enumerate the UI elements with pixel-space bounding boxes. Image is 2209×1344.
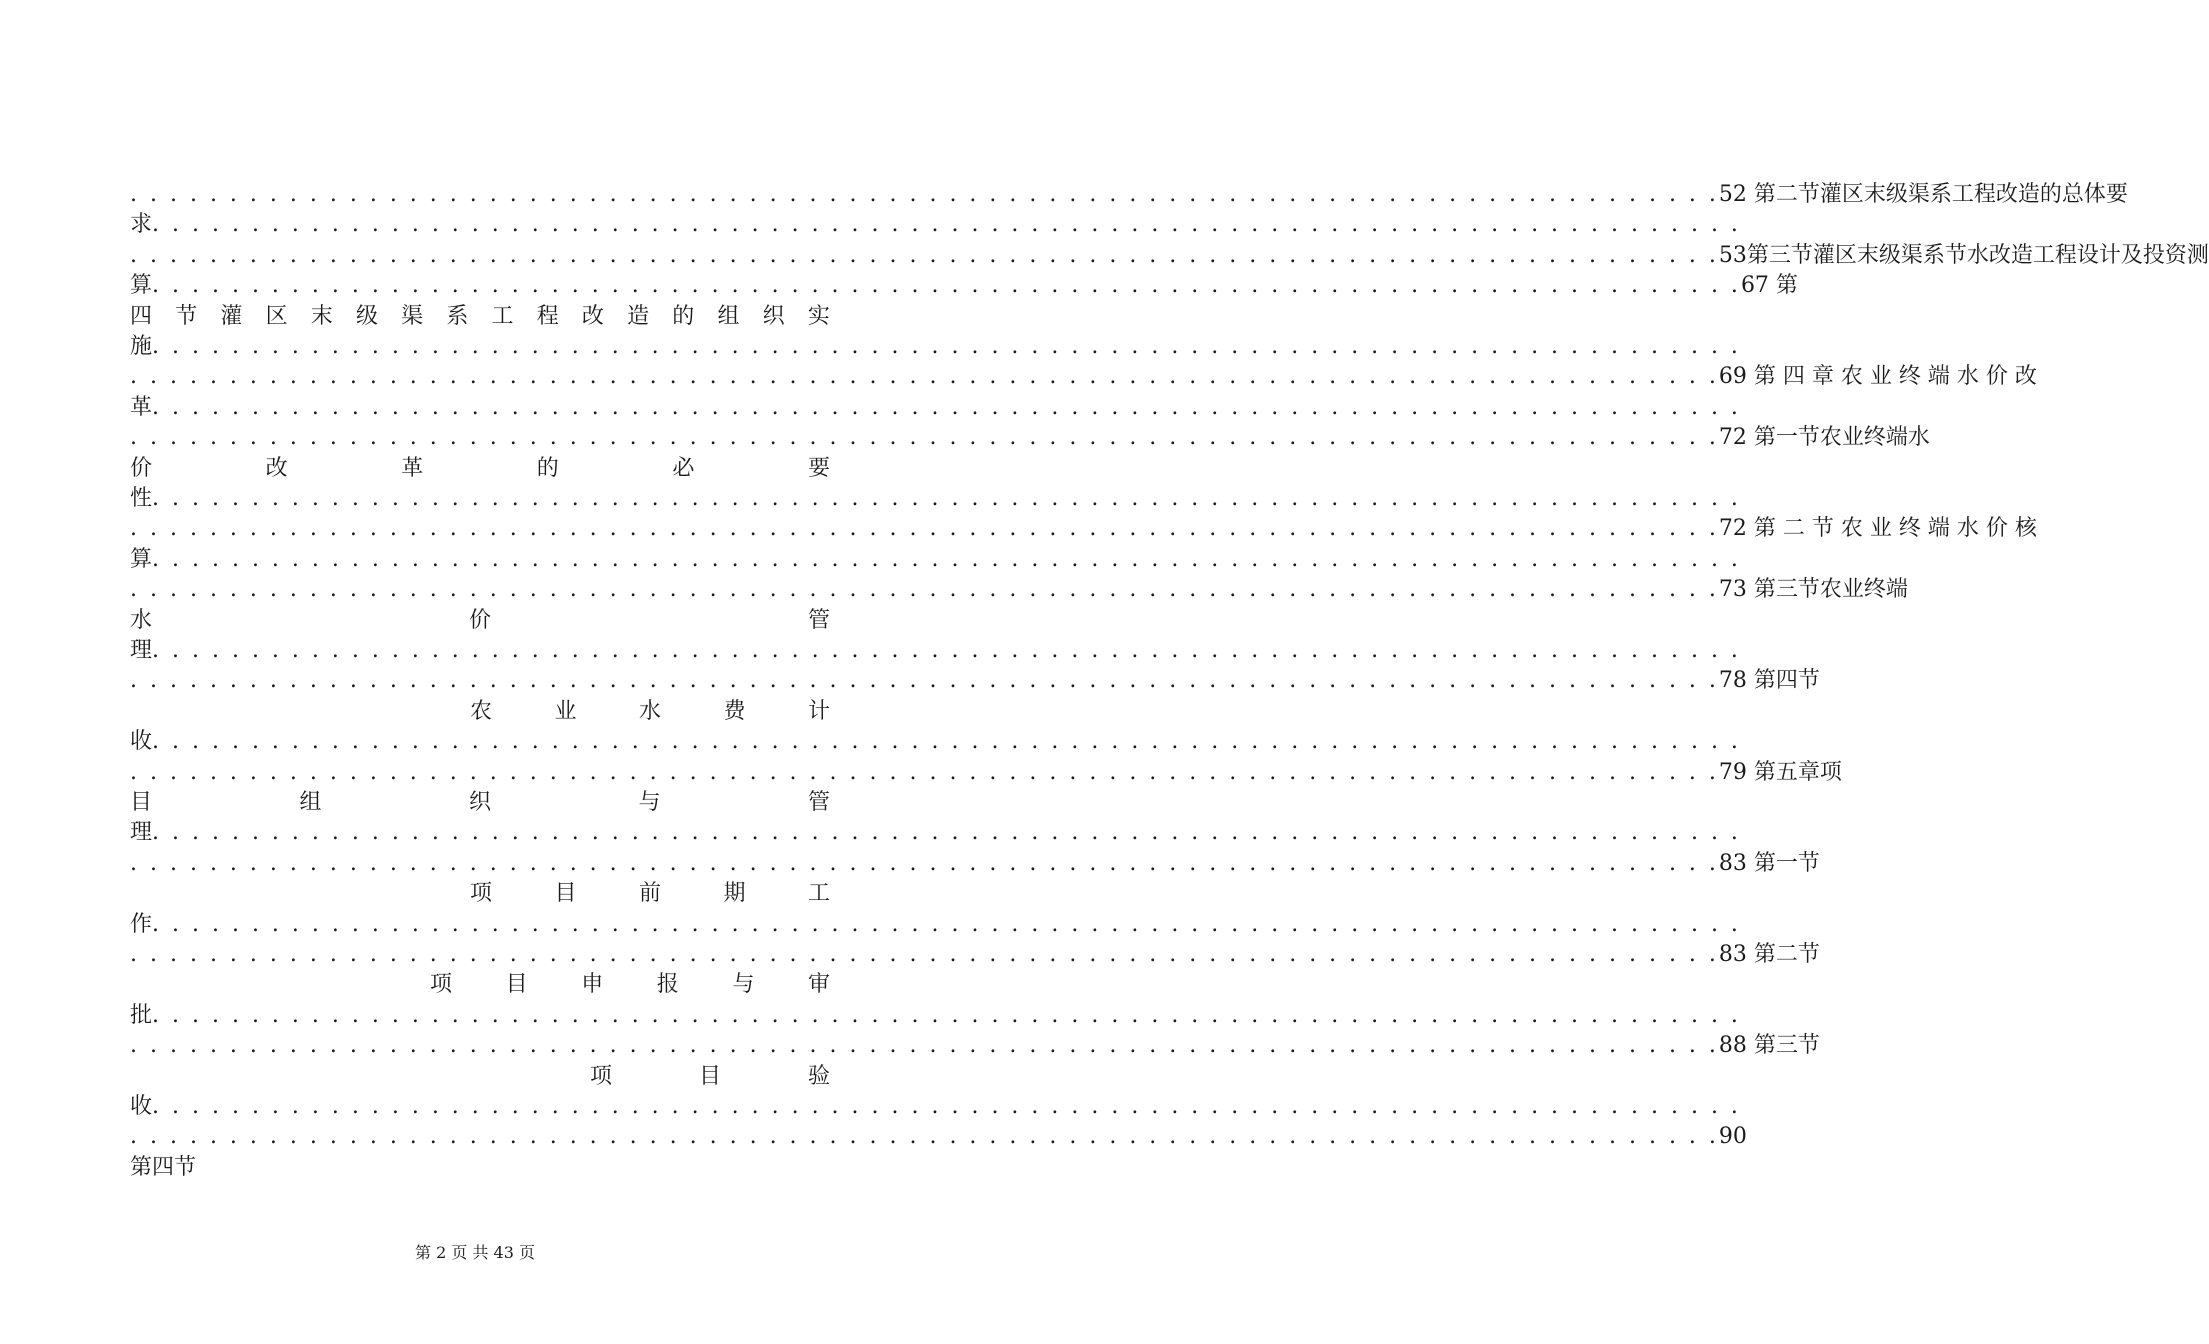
toc-line-text: 求 <box>130 212 153 238</box>
toc-line-char: 前 <box>638 881 661 907</box>
toc-line <box>130 940 1820 970</box>
toc-line-text: 83 第一节 <box>1718 850 1820 876</box>
dot-leader: . . . . . . . . . . . . . . . . . . . . . . . . . . . . . . . . . . . . . . . . . . . . . . . . . . . . . . . . . . . . . . . . . . . . . . . . . . . . . . . . <box>130 942 1719 967</box>
toc-line <box>130 666 1820 696</box>
toc-line-text: 性 <box>130 486 153 511</box>
dot-leader: . . . . . . . . . . . . . . . . . . . . . . . . . . . . . . . . . . . . . . . . . . . . . . . . . . . . . . . . . . . . . . . . . . . . . . . . . . . . . . . . <box>152 820 1741 846</box>
toc-line <box>470 697 830 727</box>
toc-line-text: 83 第二节 <box>1718 942 1820 967</box>
toc-line <box>130 788 830 818</box>
toc-line-char: 水 <box>130 607 153 633</box>
dot-leader: . . . . . . . . . . . . . . . . . . . . . . . . . . . . . . . . . . . . . . . . . . . . . . . . . . . . . . . . . . . . . . . . . . . . . . . . . . . . . . . . <box>152 212 1741 238</box>
toc-line-text: 收 <box>130 729 153 755</box>
dot-leader: . . . . . . . . . . . . . . . . . . . . . . . . . . . . . . . . . . . . . . . . . . . . . . . . . . . . . . . . . . . . . . . . . . . . . . . . . . . . . . . . <box>130 1033 1719 1059</box>
toc-line <box>130 332 1741 362</box>
toc-line-char: 项 <box>430 972 453 998</box>
toc-line-char: 期 <box>723 881 746 907</box>
toc-line-text: 78 第四节 <box>1718 668 1820 694</box>
toc-line-char: 项 <box>590 1063 613 1089</box>
toc-line-char: 织 <box>468 790 491 815</box>
toc-line-text: 67 第 <box>1740 273 1798 299</box>
toc-line-char: 的 <box>672 303 695 329</box>
toc-line-text: 73 第三节农业终端 <box>1718 577 1908 603</box>
toc-line-char: 革 <box>401 455 424 481</box>
toc-line <box>130 180 2128 210</box>
toc-line-text: 第四节 <box>130 1154 197 1180</box>
toc-line <box>130 636 1741 666</box>
toc-line-char: 改 <box>581 303 604 329</box>
toc-line-text: 79 第五章项 <box>1718 759 1842 785</box>
toc-line <box>130 575 1908 605</box>
toc-line <box>130 514 2037 544</box>
toc-line-text: 收 <box>130 1094 153 1119</box>
toc-line <box>470 879 830 909</box>
toc-line-text: 52 第二节灌区末级渠系工程改造的总体要 <box>1718 182 2128 207</box>
dot-leader: . . . . . . . . . . . . . . . . . . . . . . . . . . . . . . . . . . . . . . . . . . . . . . . . . . . . . . . . . . . . . . . . . . . . . . . . . . . . . . . . <box>152 273 1741 299</box>
dot-leader: . . . . . . . . . . . . . . . . . . . . . . . . . . . . . . . . . . . . . . . . . . . . . . . . . . . . . . . . . . . . . . . . . . . . . . . . . . . . . . . . <box>130 668 1719 694</box>
toc-line-char: 管 <box>807 607 830 633</box>
toc-line-char: 工 <box>491 303 514 329</box>
toc-line-char: 目 <box>130 790 153 815</box>
toc-line-char: 渠 <box>401 303 424 329</box>
toc-line-char: 实 <box>807 303 830 329</box>
toc-line <box>130 484 1741 514</box>
toc-line-text: 算 <box>130 273 153 299</box>
dot-leader: . . . . . . . . . . . . . . . . . . . . . . . . . . . . . . . . . . . . . . . . . . . . . . . . . . . . . . . . . . . . . . . . . . . . . . . . . . . . . . . . <box>152 1002 1741 1028</box>
toc-line-char: 与 <box>638 790 661 815</box>
toc-line-text: 算 <box>130 546 153 572</box>
toc-line-char: 管 <box>807 790 830 815</box>
toc-line-char: 目 <box>505 972 528 998</box>
toc-line-char: 要 <box>807 455 830 481</box>
toc-line-char: 级 <box>355 303 378 329</box>
toc-line-char: 目 <box>554 881 577 907</box>
dot-leader: . . . . . . . . . . . . . . . . . . . . . . . . . . . . . . . . . . . . . . . . . . . . . . . . . . . . . . . . . . . . . . . . . . . . . . . . . . . . . . . . <box>152 729 1741 755</box>
dot-leader: . . . . . . . . . . . . . . . . . . . . . . . . . . . . . . . . . . . . . . . . . . . . . . . . . . . . . . . . . . . . . . . . . . . . . . . . . . . . . . . . <box>130 759 1719 785</box>
dot-leader: . . . . . . . . . . . . . . . . . . . . . . . . . . . . . . . . . . . . . . . . . . . . . . . . . . . . . . . . . . . . . . . . . . . . . . . . . . . . . . . . <box>130 577 1719 603</box>
dot-leader: . . . . . . . . . . . . . . . . . . . . . . . . . . . . . . . . . . . . . . . . . . . . . . . . . . . . . . . . . . . . . . . . . . . . . . . . . . . . . . . . <box>152 546 1741 572</box>
toc-line-text: 72 第一节农业终端水 <box>1718 425 1930 451</box>
toc-line <box>130 1122 1747 1152</box>
toc-line-char: 与 <box>732 972 755 998</box>
toc-line-text: 90 <box>1718 1124 1747 1150</box>
toc-line-text: 53第三节灌区末级渠系节水改造工程设计及投资测 <box>1718 242 2209 268</box>
dot-leader: . . . . . . . . . . . . . . . . . . . . . . . . . . . . . . . . . . . . . . . . . . . . . . . . . . . . . . . . . . . . . . . . . . . . . . . . . . . . . . . . <box>130 516 1719 542</box>
dot-leader: . . . . . . . . . . . . . . . . . . . . . . . . . . . . . . . . . . . . . . . . . . . . . . . . . . . . . . . . . . . . . . . . . . . . . . . . . . . . . . . . <box>152 1094 1741 1119</box>
toc-line-char: 报 <box>656 972 679 998</box>
toc-line-char: 审 <box>807 972 830 998</box>
toc-line <box>130 1153 830 1183</box>
dot-leader: . . . . . . . . . . . . . . . . . . . . . . . . . . . . . . . . . . . . . . . . . . . . . . . . . . . . . . . . . . . . . . . . . . . . . . . . . . . . . . . . <box>130 425 1719 451</box>
toc-line-char: 申 <box>581 972 604 998</box>
toc-line <box>130 393 1741 423</box>
toc-line-char: 计 <box>807 698 830 724</box>
toc-line-char: 费 <box>723 698 746 724</box>
toc-line-text: 88 第三节 <box>1718 1033 1820 1059</box>
toc-line <box>130 818 1741 848</box>
toc-line-text: 施 <box>130 334 153 359</box>
toc-line-char: 区 <box>265 303 288 329</box>
toc-line <box>130 454 830 484</box>
toc-line <box>130 606 830 636</box>
toc-line-char: 灌 <box>220 303 243 329</box>
page-footer: 第 2 页 共 43 页 <box>415 1243 535 1262</box>
toc-line-char: 的 <box>536 455 559 481</box>
toc-line <box>130 1001 1741 1031</box>
toc-line-char: 水 <box>638 698 661 724</box>
dot-leader: . . . . . . . . . . . . . . . . . . . . . . . . . . . . . . . . . . . . . . . . . . . . . . . . . . . . . . . . . . . . . . . . . . . . . . . . . . . . . . . . <box>152 638 1741 663</box>
dot-leader: . . . . . . . . . . . . . . . . . . . . . . . . . . . . . . . . . . . . . . . . . . . . . . . . . . . . . . . . . . . . . . . . . . . . . . . . . . . . . . . . <box>152 911 1741 937</box>
toc-line-char: 造 <box>627 303 650 329</box>
toc-line-char: 验 <box>807 1063 830 1089</box>
toc-line <box>590 1062 830 1092</box>
toc-line <box>130 302 830 332</box>
toc-line-char: 程 <box>536 303 559 329</box>
toc-line-char: 价 <box>130 455 153 481</box>
dot-leader: . . . . . . . . . . . . . . . . . . . . . . . . . . . . . . . . . . . . . . . . . . . . . . . . . . . . . . . . . . . . . . . . . . . . . . . . . . . . . . . . <box>152 334 1741 359</box>
toc-line-text: 作 <box>130 911 153 937</box>
toc-line-char: 改 <box>265 455 288 481</box>
dot-leader: . . . . . . . . . . . . . . . . . . . . . . . . . . . . . . . . . . . . . . . . . . . . . . . . . . . . . . . . . . . . . . . . . . . . . . . . . . . . . . . . <box>130 850 1719 876</box>
toc-line <box>130 271 1798 301</box>
toc-line-char: 四 <box>130 303 153 329</box>
toc-line-char: 目 <box>698 1063 721 1089</box>
dot-leader: . . . . . . . . . . . . . . . . . . . . . . . . . . . . . . . . . . . . . . . . . . . . . . . . . . . . . . . . . . . . . . . . . . . . . . . . . . . . . . . . <box>152 486 1741 511</box>
toc-line-char: 末 <box>310 303 333 329</box>
toc-line <box>130 849 1820 879</box>
dot-leader: . . . . . . . . . . . . . . . . . . . . . . . . . . . . . . . . . . . . . . . . . . . . . . . . . . . . . . . . . . . . . . . . . . . . . . . . . . . . . . . . <box>130 1124 1719 1150</box>
toc-line <box>130 545 1741 575</box>
toc-line-char: 组 <box>299 790 322 815</box>
toc-line-text: 69 第 四 章 农 业 终 端 水 价 改 <box>1718 364 2037 390</box>
toc-line <box>130 241 2209 271</box>
toc-line <box>430 970 830 1000</box>
toc-line-char: 必 <box>672 455 695 481</box>
toc-line-char: 织 <box>762 303 785 329</box>
toc-line-char: 价 <box>468 607 491 633</box>
dot-leader: . . . . . . . . . . . . . . . . . . . . . . . . . . . . . . . . . . . . . . . . . . . . . . . . . . . . . . . . . . . . . . . . . . . . . . . . . . . . . . . . <box>130 242 1719 268</box>
toc-line-char: 农 <box>470 698 493 724</box>
toc-line <box>130 210 1741 240</box>
toc-line <box>130 1031 1820 1061</box>
dot-leader: . . . . . . . . . . . . . . . . . . . . . . . . . . . . . . . . . . . . . . . . . . . . . . . . . . . . . . . . . . . . . . . . . . . . . . . . . . . . . . . . <box>130 182 1719 207</box>
dot-leader: . . . . . . . . . . . . . . . . . . . . . . . . . . . . . . . . . . . . . . . . . . . . . . . . . . . . . . . . . . . . . . . . . . . . . . . . . . . . . . . . <box>130 364 1719 390</box>
toc-line-char: 节 <box>175 303 198 329</box>
toc-line-char: 系 <box>446 303 469 329</box>
toc-line-text: 革 <box>130 394 153 420</box>
toc-line-text: 理 <box>130 820 153 846</box>
toc-line-text: 理 <box>130 638 153 663</box>
toc-line <box>130 727 1741 757</box>
toc-line <box>130 423 1930 453</box>
toc-line-char: 项 <box>470 881 493 907</box>
toc-line <box>130 910 1741 940</box>
toc-line-char: 工 <box>807 881 830 907</box>
toc-line <box>130 758 1842 788</box>
toc-line <box>130 1092 1741 1122</box>
toc-line-char: 业 <box>554 698 577 724</box>
toc-line-text: 批 <box>130 1002 153 1028</box>
dot-leader: . . . . . . . . . . . . . . . . . . . . . . . . . . . . . . . . . . . . . . . . . . . . . . . . . . . . . . . . . . . . . . . . . . . . . . . . . . . . . . . . <box>152 394 1741 420</box>
toc-line-char: 组 <box>717 303 740 329</box>
toc-line-text: 72 第 二 节 农 业 终 端 水 价 核 <box>1718 516 2037 542</box>
toc-line <box>130 362 2037 392</box>
